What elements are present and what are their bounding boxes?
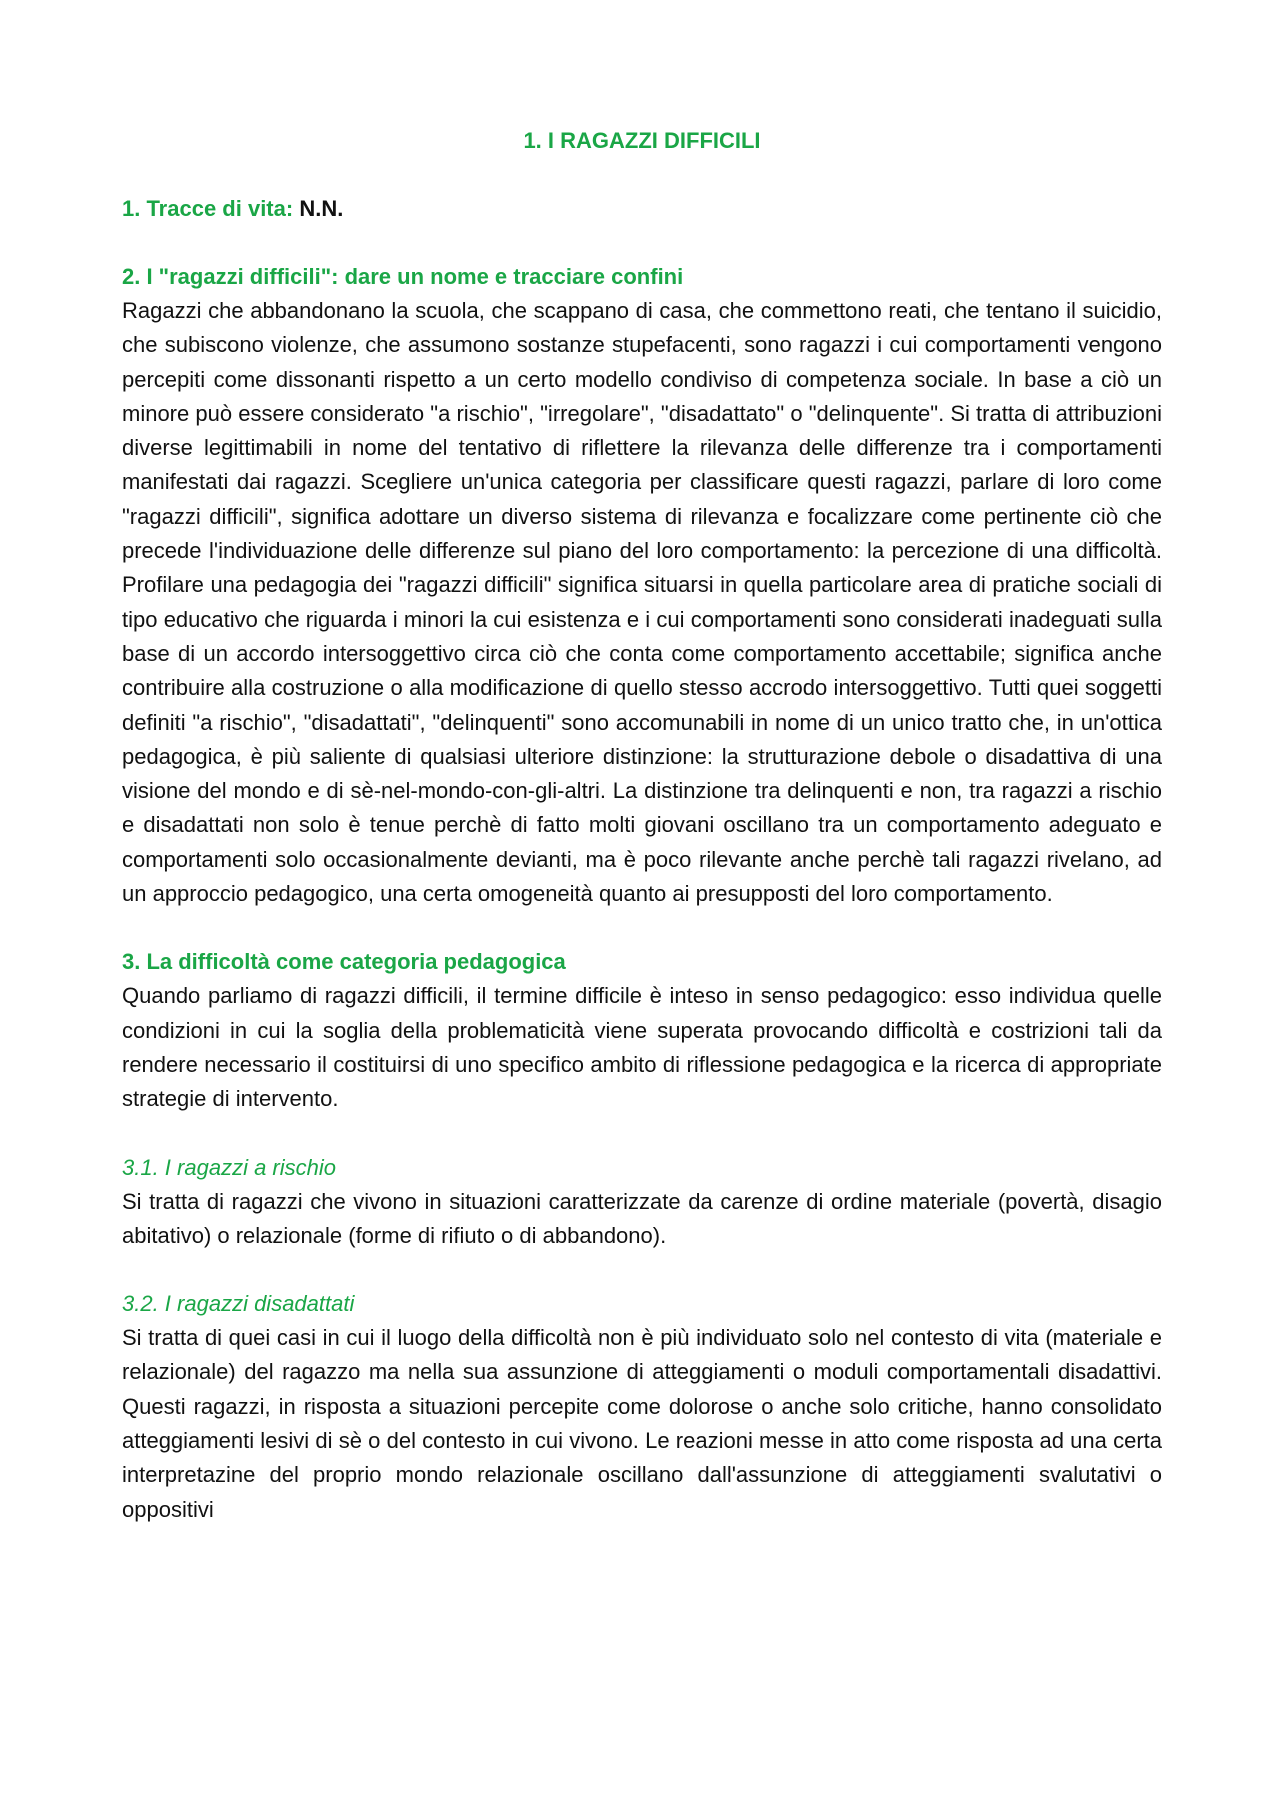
document-title: 1. I RAGAZZI DIFFICILI — [523, 128, 761, 153]
section-3-1-body: Si tratta di ragazzi che vivono in situazioni caratterizzate da carenze di ordine materiale (povertà, disagio abitativo) o relazionale (forme di rifiuto o di abbandono). — [122, 1188, 1162, 1248]
section-1-heading — [122, 192, 1162, 226]
spacer — [122, 1253, 1162, 1287]
section-2-body: Ragazzi che abbandonano la scuola, che scappano di casa, che commettono reati, che tentano il suicidio, che subiscono violenze, che assumono sostanze stupefacenti, sono ragazzi i cui comportamenti vengono percepiti come dissonanti rispetto a un certo modello condiviso di competenza sociale. In base a ciò un minore può essere considerato "a rischio", "irregolare", "disadattato" o "delinquente". Si tratta di attribuzioni diverse legittimabili in nome del tentativo di riflettere la rilevanza delle differenze tra i comportamenti manifestati dai ragazzi. Scegliere un'unica categoria per classificare questi ragazzi, parlare di loro come "ragazzi difficili", significa adottare un diverso sistema di rilevanza e focalizzare come pertinente ciò che precede l'individuazione delle differenze sul piano del loro comportamento: la percezione di una difficoltà. Profilare una pedagogia dei "ragazzi difficili" significa situarsi in quella particolare area di pratiche sociali di tipo educativo che riguarda i minori la cui esistenza e i cui comportamenti sono considerati inadeguati sulla base di un accordo intersoggettivo circa ciò che conta come comportamento accettabile; significa anche contribuire alla costruzione o alla modificazione di quello stesso accrodo intersoggettivo. Tutti quei soggetti definiti "a rischio", "disadattati", "delinquenti" sono accomunabili in nome di un unico tratto che, in un'ottica pedagogica, è più saliente di qualsiasi ulteriore distinzione: la strutturazione debole o disadattiva di una visione del mondo e di sè-nel-mondo-con-gli-altri. La distinzione tra delinquenti e non, tra ragazzi a rischio e disadattati non solo è tenue perchè di fatto molti giovani oscillano tra un comportamento adeguato e comportamenti solo occasionalmente devianti, ma è poco rilevante anche perchè tali ragazzi rivelano, ad un approccio pedagogico, una certa omogeneità quanto ai presupposti del loro comportamento. — [122, 298, 1162, 907]
spacer — [122, 911, 1162, 945]
section-1-heading-label: 1. Tracce di vita: — [122, 196, 294, 221]
section-1-heading-tail: N.N. — [299, 196, 344, 221]
section-2-heading: 2. I "ragazzi difficili": dare un nome e tracciare confini — [122, 264, 684, 289]
section-3-heading: 3. La difficoltà come categoria pedagogica — [122, 949, 566, 975]
section-3-body: Quando parliamo di ragazzi difficili, il termine difficile è inteso in senso pedagogico: esso individua quelle condizioni in cui la soglia della problematicità viene superata provocando difficoltà e costrizioni tali da rendere necessario il costituirsi di uno specifico ambito di riflessione pedagogica e la ricerca di appropriate strategie di intervento. — [122, 983, 1162, 1112]
section-3-2-body: Si tratta di quei casi in cui il luogo della difficoltà non è più individuato solo nel contesto di vita (materiale e relazionale) del ragazzo ma nella sua assunzione di atteggiamenti o moduli comportamentali disadattivi. Questi ragazzi, in risposta a situazioni percepite come dolorose o anche solo critiche, hanno consolidato atteggiamenti lesivi di sè o del contesto in cui vivono. Le reazioni messe in atto come risposta ad una certa interpretazine del proprio mondo relazionale oscillano dall'assunzione di atteggiamenti svalutativi o oppositivi — [122, 1325, 1162, 1522]
section-3-1-heading: 3.1. I ragazzi a rischio — [122, 1154, 336, 1180]
spacer — [122, 226, 1162, 260]
spacer — [122, 1117, 1162, 1151]
document-page — [122, 124, 1162, 1527]
section-3-2-heading: 3.2. I ragazzi disadattati — [122, 1291, 355, 1317]
